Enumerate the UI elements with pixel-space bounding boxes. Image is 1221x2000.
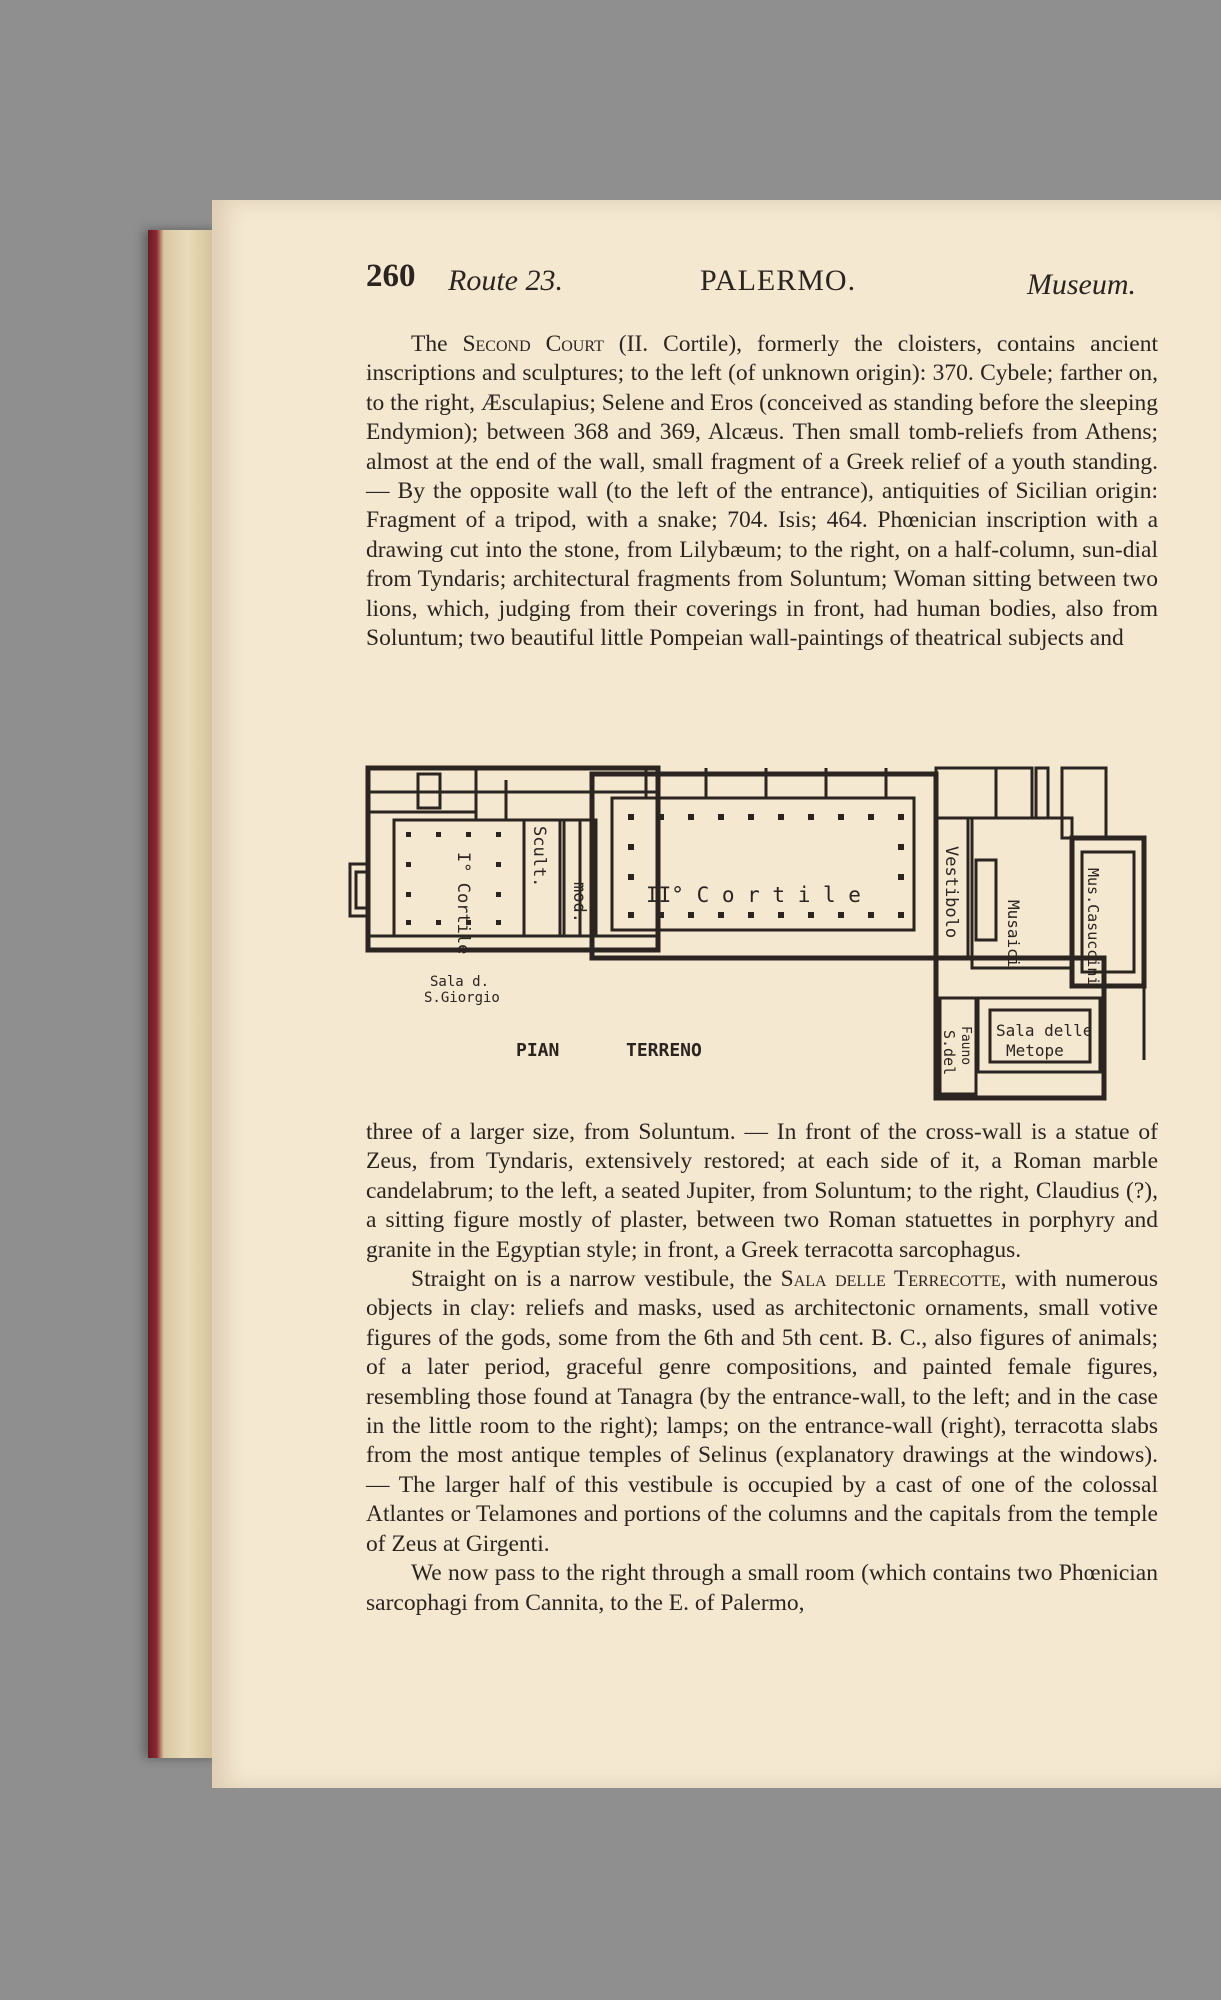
scult-label: Scult. (529, 826, 549, 888)
section-label: Museum. (1026, 268, 1136, 301)
page-number: 260 (366, 258, 416, 294)
sala-giorgio-label-1: Sala d. (430, 974, 490, 990)
sala-giorgio-label-2: S.Giorgio (424, 990, 500, 1006)
paragraph-terrecotte (366, 1265, 1158, 1559)
s-del-label: S.del (940, 1030, 958, 1076)
second-court-heading: Second Court (462, 331, 604, 357)
metope-label: Metope (1006, 1041, 1064, 1060)
city-title: PALERMO. (700, 264, 857, 297)
floor-plan (346, 760, 1176, 1108)
musaici-label: Musaici (1004, 900, 1023, 968)
body-text-continued (366, 1118, 1158, 1618)
terrecotte-lead: Straight on is a narrow vestibule, the (411, 1266, 781, 1293)
mod-label: mod. (569, 882, 589, 923)
terrecotte-body: , with numerous objects in clay: reliefs and masks, used as architectonic ornaments, small votive figures of the gods, some from the 6th and 5th cent. B. C., also figures of animals; of a later period, graceful genre compositions, and painted female figures, resembling those found at Tanagra (by the entrance-wall, to the left; and in the case in the little room to the right); lamps; on the entrance-wall (right), terracotta slabs from the most antique temples of Selinus (explanatory drawings at the windows). — The larger half of this vestibule is occupied by a cast of one of the colossal Atlantes or Telamones and portions of the columns and the capitals from the temple of Zeus at Girgenti. (366, 1266, 1159, 1557)
paragraph-lead: The (411, 331, 463, 357)
cortile-1-label: I° Cortile (453, 852, 473, 955)
terrecotte-heading: Sala delle Terrecotte (780, 1266, 1001, 1293)
book-page-edges (148, 230, 220, 1758)
sala-delle-label: Sala delle (996, 1021, 1093, 1040)
route-label: Route 23. (448, 264, 563, 297)
cortile-2-label: II° C o r t i l e (646, 883, 861, 907)
plan-title-right: TERRENO (626, 1040, 702, 1061)
running-header (366, 258, 1136, 302)
paragraph-next-room: We now pass to the right through a small room (which contains two Phœnician sarcophagi from Cannita, to the E. of Palermo, (366, 1560, 1158, 1616)
fauno-label: Fauno (958, 1026, 973, 1066)
plan-title-left: PIAN (516, 1040, 560, 1061)
vestibolo-label: Vestibolo (941, 846, 961, 939)
paragraph-body: (II. Cortile), formerly the cloisters, contains ancient inscriptions and sculptures; to the left (of unknown origin): 370. Cybele; farther on, to the right, Æsculapius; Selene and Eros (conceived as standing before the sleeping Endymion); between 368 and 369, Alcæus. Then small tomb-reliefs from Athens; almost at the end of the wall, small fragment of a Greek relief of a youth standing. — By the opposite wall (to the left of the entrance), antiquities of Sicilian origin: Fragment of a tripod, with a snake; 704. Isis; 464. Phœnician inscription with a drawing cut into the stone, from Lilybæum; to the right, on a half-column, sun-dial from Tyndaris; architectural fragments from Soluntum; Woman sitting between two lions, which, judging from their coverings in front, had human bodies, also from Soluntum; two beautiful little Pompeian wall-paintings of theatrical subjects and (366, 331, 1158, 652)
paragraph-statues: three of a larger size, from Soluntum. — In front of the cross-wall is a statue of Zeus, from Tyndaris, extensively restored; at each side of it, a Roman marble candelabrum; to the left, a seated Jupiter, from Soluntum; to the right, Claudius (?), a sitting figure mostly of plaster, between two Roman statuettes in porphyry and granite in the Egyptian style; in front, a Greek terracotta sarcophagus. (366, 1119, 1158, 1263)
mus-casuccini-label: Mus.Casuccini (1084, 868, 1102, 986)
floor-plan-drawing (346, 760, 1176, 1108)
paragraph-second-court (366, 330, 1158, 653)
